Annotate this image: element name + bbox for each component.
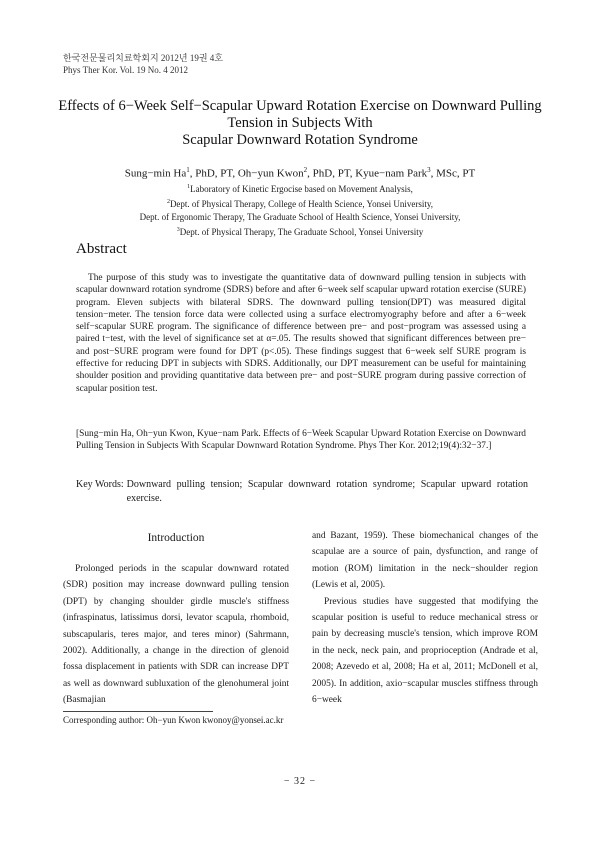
title-line-2: Tension in Subjects With bbox=[227, 115, 373, 131]
author-3-affil-mark: 3 bbox=[427, 166, 431, 174]
citation-block: [Sung−min Ha, Oh−yun Kwon, Kyue−nam Park. Effects of 6−Week Scapular Upward Rotation Exercise on Downward Pulling Tension in Subjects With Scapular Downward Rotation Syndrome. Phys Ther Kor. 2012;19(4):32−37.] bbox=[76, 429, 526, 452]
affiliation-1-mark: 1 bbox=[187, 184, 191, 190]
left-column bbox=[63, 530, 289, 709]
journal-name-korean: 한국전문물리치료학회지 2012년 19권 4호 bbox=[63, 53, 223, 63]
keywords-block bbox=[76, 478, 528, 505]
title-line-3: Scapular Downward Rotation Syndrome bbox=[182, 132, 418, 148]
abstract-body: The purpose of this study was to investigate the quantitative data of downward pulling tension in subjects with scapular downward rotation syndrome (SDRS) before and after 6−week self scapular upward rotation exercise (SURE) program. Eleven subjects with bilateral SDRS. The downward pulling tension(DPT) was measured digital tension−meter. The tension force data were collected using a surface electromyography before and after a 6−week self−scapular SURE program. The significance of difference between pre− and post−program was assessed using a paired t−test, with the level of significance set at α=.05. The results showed that significant differences between pre− and post−SURE program were found for DPT (p<.05). These findings suggest that 6−week self SURE program is effective for reducing DPT in subjects with SDRS. Additionally, our DPT measurement can be useful for maintaining shoulder position and providing quantitative data between pre− and post−SURE program during passive correction of scapular position test. bbox=[76, 273, 526, 394]
author-2-affil-mark: 2 bbox=[303, 166, 308, 174]
introduction-heading: Introduction bbox=[147, 532, 205, 544]
article-title bbox=[40, 98, 560, 149]
author-2-degree: , PhD, PT, bbox=[307, 167, 356, 180]
author-3-degree: , MSc, PT bbox=[430, 167, 476, 180]
intro-paragraph-1-continued: and Bazant, 1959). These biomechanical changes of the scapulae are a source of pain, dysfunction, and range of motion (ROM) limitation in the neck−shoulder region (Lewis et al, 2005). bbox=[312, 531, 538, 591]
author-1-affil-mark: 1 bbox=[186, 166, 190, 174]
keywords-text: Downward pulling tension; Scapular downward rotation syndrome; Scapular upward rotation exercise. bbox=[126, 479, 528, 504]
affiliation-list bbox=[40, 181, 560, 239]
affiliation-3-text: Dept. of Physical Therapy, The Graduate School, Yonsei University bbox=[179, 227, 424, 237]
affiliation-2 bbox=[40, 196, 560, 211]
right-column bbox=[312, 528, 538, 708]
page-number: − 32 − bbox=[283, 776, 317, 787]
title-line-1: Effects of 6−Week Self−Scapular Upward Rotation Exercise on Downward Pulling bbox=[58, 98, 542, 114]
author-1: Sung−min Ha bbox=[124, 167, 187, 180]
intro-paragraph-2: Previous studies have suggested that modifying the scapular position is useful to reduce mechanical stress or pain by decreasing muscle's tension, which improve ROM in the neck, neck pain, and proprioception (Andrade et al, 2008; Azevedo et al, 2008; Ha et al, 2011; McDonell et al, 2005). In addition, axio−scapular muscles stiffness through 6−week bbox=[312, 596, 538, 706]
affiliation-2b: Dept. of Ergonomic Therapy, The Graduate School of Health Science, Yonsei University, bbox=[139, 212, 461, 222]
keywords-label: Key Words: bbox=[76, 479, 124, 490]
affiliation-2-text: Dept. of Physical Therapy, College of Health Science, Yonsei University, bbox=[169, 199, 434, 209]
affiliation-2-mark: 2 bbox=[166, 199, 170, 205]
affiliation-3 bbox=[40, 224, 560, 239]
author-list bbox=[40, 166, 560, 180]
corresponding-author-footnote: Corresponding author: Oh−yun Kwon kwonoy@yonsei.ac.kr bbox=[63, 715, 284, 725]
abstract-heading: Abstract bbox=[76, 241, 127, 257]
affiliation-1 bbox=[40, 181, 560, 196]
author-1-degree: , PhD, PT, bbox=[189, 167, 238, 180]
author-3: Kyue−nam Park bbox=[355, 167, 428, 180]
author-2: Oh−yun Kwon bbox=[237, 167, 304, 180]
journal-citation-english: Phys Ther Kor. Vol. 19 No. 4 2012 bbox=[63, 65, 189, 75]
footnote-divider bbox=[63, 711, 213, 712]
affiliation-3-mark: 3 bbox=[176, 227, 180, 233]
intro-paragraph-1: Prolonged periods in the scapular downward rotated (SDR) position may increase downward pulling tension (DPT) by changing shoulder girdle muscle's stiffness (infraspinatus, latissimus dorsi, levator scapula, rhomboid, subscapularis, teres major, and teres minor) (Sahrmann, 2002). Additionally, a change in the direction of glenoid fossa displacement in patients with SDR can increase DPT as well as downward subluxation of the glenohumeral joint (Basmajian bbox=[63, 564, 289, 706]
affiliation-1-text: Laboratory of Kinetic Ergocise based on Movement Analysis, bbox=[190, 184, 413, 194]
